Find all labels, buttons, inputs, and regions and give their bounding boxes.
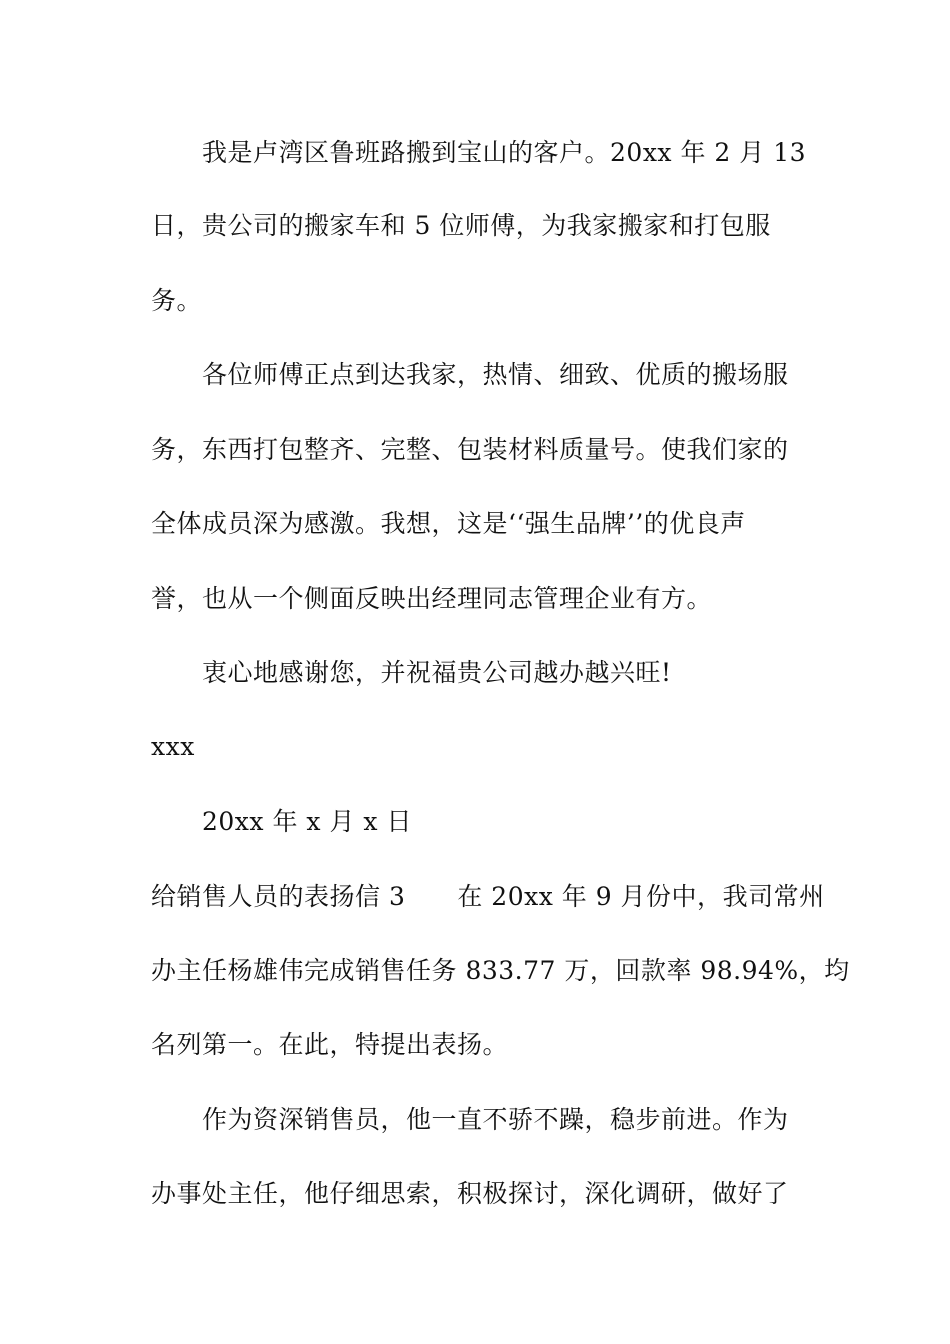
paragraph-line: 办主任杨雄伟完成销售任务 833.77 万，回款率 98.94%，均 xyxy=(151,956,850,985)
paragraph-line: 日，贵公司的搬家车和 5 位师傅，为我家搬家和打包服 xyxy=(151,211,771,240)
signature-name: xxx xyxy=(151,732,195,761)
paragraph-line: 务，东西打包整齐、完整、包装材料质量号。使我们家的 xyxy=(151,435,789,464)
paragraph-line: 名列第一。在此，特提出表扬。 xyxy=(151,1030,509,1059)
paragraph-line: 在 20xx 年 9 月份中，我司常州 xyxy=(457,882,825,911)
paragraph-line: 办事处主任，他仔细思索，积极探讨，深化调研，做好了 xyxy=(151,1179,789,1208)
paragraph-line: 各位师傅正点到达我家，热情、细致、优质的搬场服 xyxy=(202,360,789,389)
section-heading: 给销售人员的表扬信 3 xyxy=(151,882,406,911)
paragraph-line: 衷心地感谢您，并祝福贵公司越办越兴旺! xyxy=(202,658,672,687)
paragraph-line: 我是卢湾区鲁班路搬到宝山的客户。20xx 年 2 月 13 xyxy=(202,138,807,167)
section-heading-line xyxy=(151,881,825,913)
paragraph-line: 誉，也从一个侧面反映出经理同志管理企业有方。 xyxy=(151,584,713,613)
signature-date: 20xx 年 x 月 x 日 xyxy=(202,807,412,836)
paragraph-line: 作为资深销售员，他一直不骄不躁，稳步前进。作为 xyxy=(202,1105,789,1134)
paragraph-line: 全体成员深为感激。我想，这是‘‘强生品牌’’的优良声 xyxy=(151,509,746,538)
paragraph-line: 务。 xyxy=(151,286,203,315)
